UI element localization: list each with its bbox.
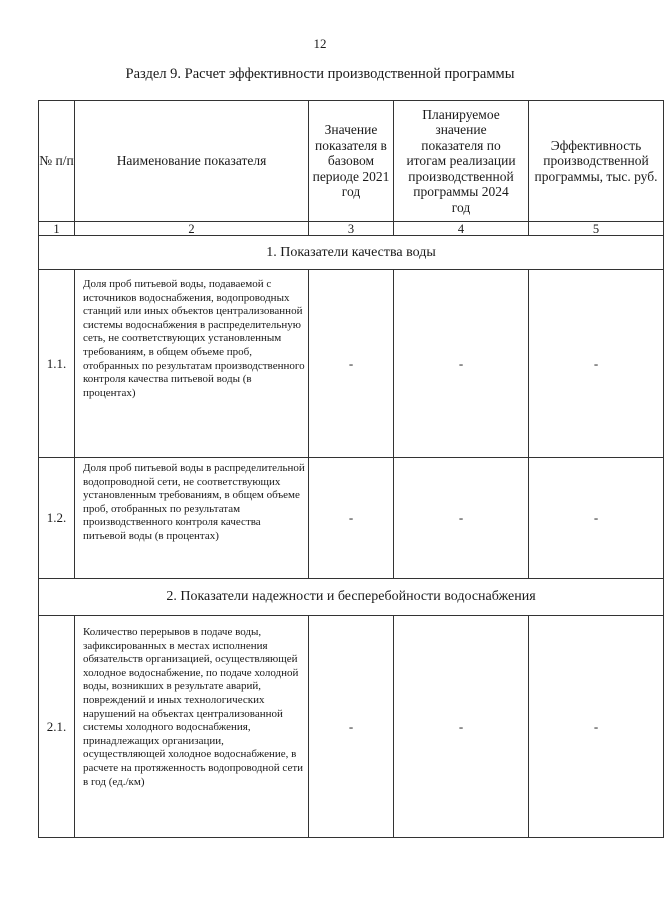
row-base-value: - <box>309 458 394 579</box>
row-name: Количество перерывов в подаче воды, зафиксированных в местах исполнения обязательств организацией, осуществляющей холодное водоснабжение, по подаче холодной воды, возникших в результате аварий, повреждений и иных технологических нарушений на объектах централизованной системы холодного водоснабжения, принадлежащих организации, осуществляющей холодное водоснабжение, в расчете на протяженность водопроводной сети в год (ед./км) <box>75 616 309 838</box>
header-name: Наименование показателя <box>75 101 309 222</box>
header-planned: Планируемое значение показателя по итогам реализации производственной программы 2024 год <box>394 101 529 222</box>
header-row <box>39 101 664 222</box>
row-base-value: - <box>309 616 394 838</box>
row-planned-value: - <box>394 616 529 838</box>
page-number: 12 <box>313 36 327 51</box>
efficiency-table <box>38 100 664 838</box>
column-number: 3 <box>309 222 394 236</box>
row-num: 2.1. <box>39 616 75 838</box>
column-number: 5 <box>529 222 664 236</box>
section-title: Раздел 9. Расчет эффективности производственной программы <box>125 66 515 82</box>
section-row <box>39 579 664 616</box>
row-name: Доля проб питьевой воды в распределительной водопроводной сети, не соответствующих установленным требованиям, в общем объеме проб, отобранных по результатам производственного контроля качества питьевой воды (в процентах) <box>75 458 309 579</box>
row-num: 1.2. <box>39 458 75 579</box>
row-planned-value: - <box>394 270 529 458</box>
table-row <box>39 270 664 458</box>
table-row <box>39 458 664 579</box>
column-number: 4 <box>394 222 529 236</box>
section-2-title: 2. Показатели надежности и бесперебойности водоснабжения <box>39 579 664 616</box>
column-number-row <box>39 222 664 236</box>
column-number: 1 <box>39 222 75 236</box>
header-num: № п/п <box>39 101 75 222</box>
row-base-value: - <box>309 270 394 458</box>
row-efficiency-value: - <box>529 270 664 458</box>
column-number: 2 <box>75 222 309 236</box>
header-efficiency: Эффективность производственной программы, тыс. руб. <box>529 101 664 222</box>
row-num: 1.1. <box>39 270 75 458</box>
section-row <box>39 236 664 270</box>
section-1-title: 1. Показатели качества воды <box>39 236 664 270</box>
row-efficiency-value: - <box>529 616 664 838</box>
row-efficiency-value: - <box>529 458 664 579</box>
row-planned-value: - <box>394 458 529 579</box>
row-name: Доля проб питьевой воды, подаваемой с источников водоснабжения, водопроводных станций или иных объектов централизованной системы водоснабжения в распределительную сеть, не соответствующих установленным требованиям, в общем объеме проб, отобранных по результатам производственного контроля качества питьевой воды (в процентах) <box>75 270 309 458</box>
table-row <box>39 616 664 838</box>
header-base: Значение показателя в базовом периоде 2021 год <box>309 101 394 222</box>
